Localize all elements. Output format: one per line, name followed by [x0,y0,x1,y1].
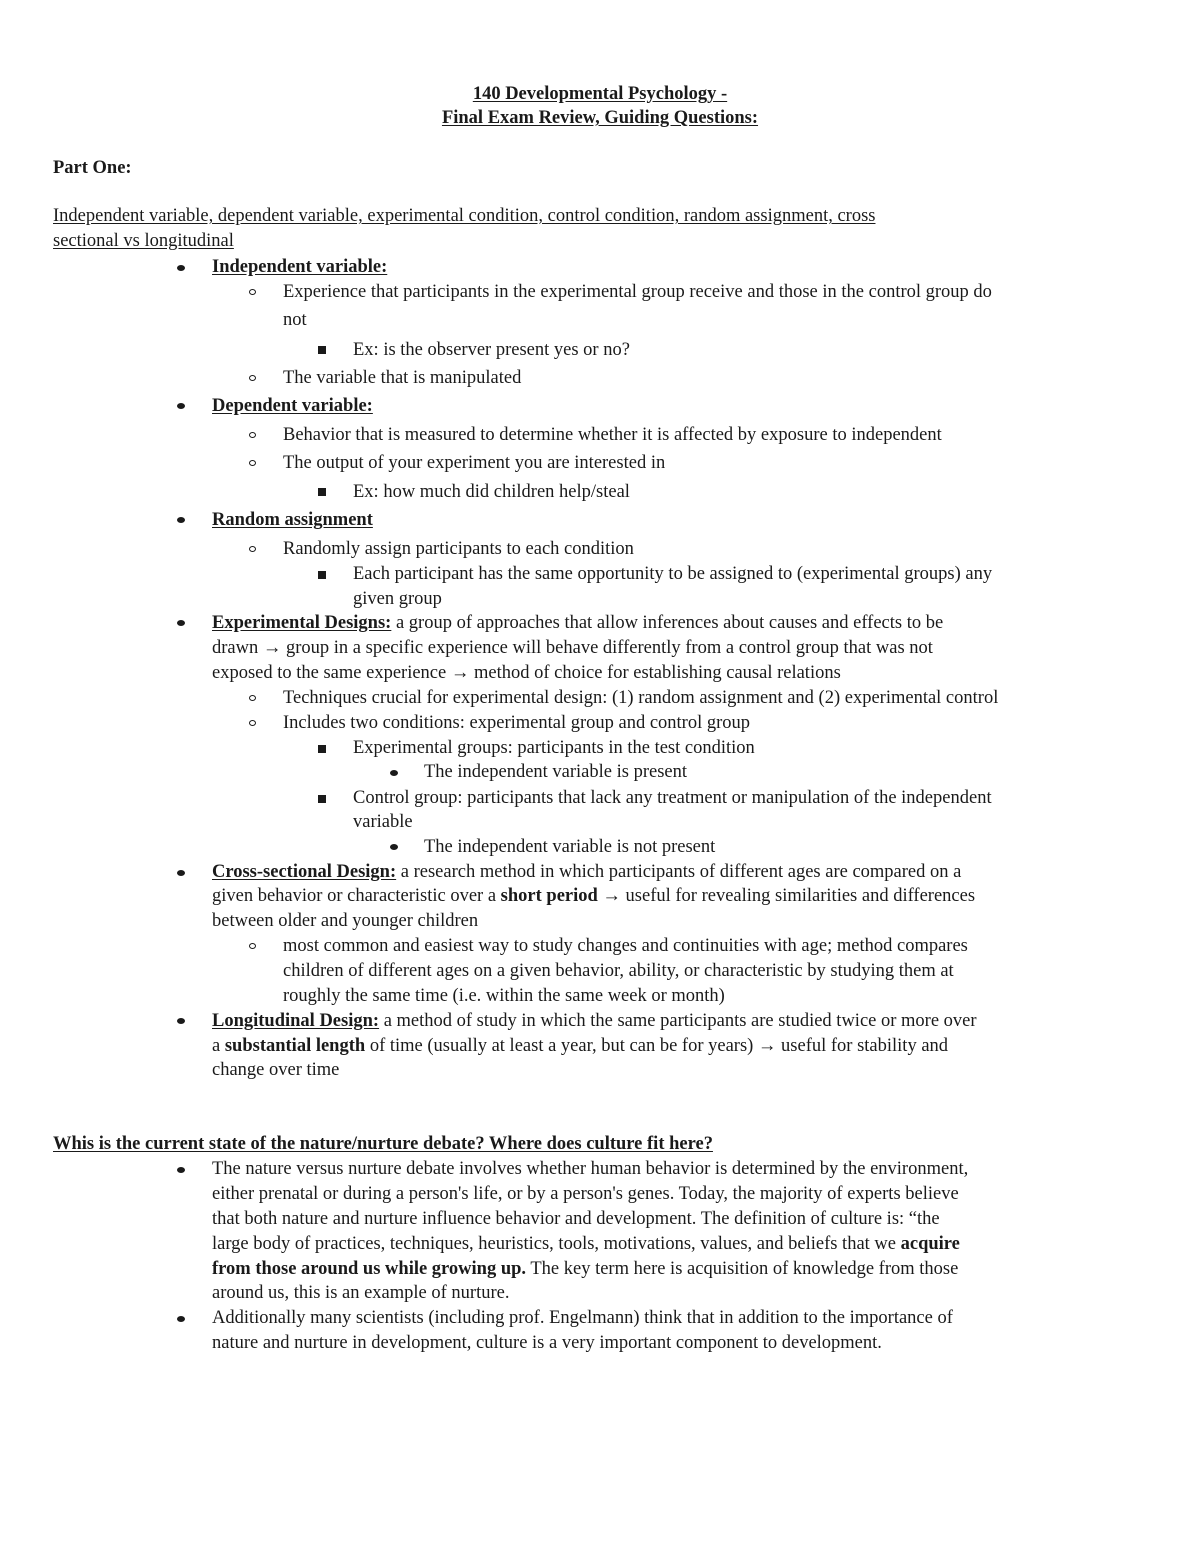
circle-bullet-icon [249,546,256,552]
cross-sub-2: children of different ages on a given behavior, ability, or characteristic by studying them at [283,961,954,981]
answer-2-line-2: nature and nurture in development, culture is a very important component to development. [212,1333,882,1353]
cross-text: → useful for revealing similarities and differences [597,886,976,906]
cross-sub-3: roughly the same time (i.e. within the same week or month) [283,986,725,1006]
answer-emphasis: from those around us while growing up. [212,1259,527,1279]
cross-text: given behavior or characteristic over a [212,886,501,906]
control-group-absent: The independent variable is not present [424,837,716,857]
random-term: Random assignment [212,510,373,530]
longitudinal-emphasis: substantial length [224,1036,366,1056]
random-sub-1-cont: given group [353,589,442,609]
bullet-icon [177,870,185,876]
experimental-line-2: drawn → group in a specific experience will behave differently from a control group that was not [212,638,933,658]
square-bullet-icon [318,488,326,496]
square-bullet-icon [318,795,326,803]
experimental-line-1 [212,611,943,636]
cross-emphasis: short period [500,886,598,906]
bullet-icon [177,265,185,271]
independent-def-1: Experience that participants in the experimental group receive and those in the control group do [283,282,992,302]
answer-text: large body of practices, techniques, heuristics, tools, motivations, values, and beliefs that we [212,1234,901,1254]
cross-line-1 [212,860,961,885]
experimental-term: Experimental Designs: [212,613,392,633]
nature-nurture-question: Whis is the current state of the nature/nurture debate? Where does culture fit here? [53,1134,713,1154]
independent-def-2: The variable that is manipulated [283,368,522,388]
cross-term: Cross-sectional Design: [212,862,397,882]
independent-example: Ex: is the observer present yes or no? [353,340,630,360]
dependent-term: Dependent variable: [212,396,373,416]
experimental-group-present: The independent variable is present [424,762,688,782]
control-group: Control group: participants that lack any treatment or manipulation of the independent [353,788,992,808]
longitudinal-line-2 [212,1034,948,1059]
cross-def-1: a research method in which participants of different ages are compared on a [396,862,962,882]
bullet-icon [177,1167,185,1173]
answer-1-line-6: around us, this is an example of nurture. [212,1283,510,1303]
circle-bullet-icon [249,695,256,701]
answer-text: The key term here is acquisition of knowledge from those [526,1259,959,1279]
part-one-heading: Part One: [53,158,132,178]
circle-bullet-icon [249,375,256,381]
answer-1-line-3: that both nature and nurture influence behavior and development. The definition of culture is: “the [212,1209,940,1229]
answer-2-line-1: Additionally many scientists (including prof. Engelmann) think that in addition to the importance of [212,1308,953,1328]
independent-term: Independent variable: [212,257,388,277]
answer-1-line-2: either prenatal or during a person's life, or by a person's genes. Today, the majority of experts believe [212,1184,959,1204]
bullet-icon [390,770,398,776]
square-bullet-icon [318,571,326,579]
cross-line-3: between older and younger children [212,911,479,931]
experimental-def-1: a group of approaches that allow inferences about causes and effects to be [391,613,944,633]
circle-bullet-icon [249,720,256,726]
random-def-1: Randomly assign participants to each condition [283,539,634,559]
cross-sub-1: most common and easiest way to study changes and continuities with age; method compares [283,936,968,956]
circle-bullet-icon [249,432,256,438]
longitudinal-def-1: a method of study in which the same participants are studied twice or more over [379,1011,977,1031]
random-sub-1: Each participant has the same opportunity to be assigned to (experimental groups) any [353,564,993,584]
topics-line-1: Independent variable, dependent variable, experimental condition, control condition, random assignment, cross [53,206,876,226]
bullet-icon [177,620,185,626]
answer-emphasis: acquire [900,1234,960,1254]
circle-bullet-icon [249,460,256,466]
longitudinal-text: of time (usually at least a year, but can be for years) → useful for stability and [365,1036,949,1056]
longitudinal-line-1 [212,1009,977,1034]
control-group-cont: variable [353,812,413,832]
square-bullet-icon [318,745,326,753]
answer-1-line-4 [212,1232,960,1257]
answer-1-line-1: The nature versus nurture debate involves whether human behavior is determined by the environment, [212,1159,969,1179]
dependent-example: Ex: how much did children help/steal [353,482,630,502]
square-bullet-icon [318,346,326,354]
experimental-techniques: Techniques crucial for experimental design: (1) random assignment and (2) experimental control [283,688,999,708]
longitudinal-text: a [212,1036,225,1056]
topics-line-2: sectional vs longitudinal [53,231,234,251]
answer-1-line-5 [212,1257,958,1282]
circle-bullet-icon [249,289,256,295]
dependent-def-1: Behavior that is measured to determine whether it is affected by exposure to independent [283,425,942,445]
document-subtitle: Final Exam Review, Guiding Questions: [441,108,759,128]
bullet-icon [177,403,185,409]
document-title: 140 Developmental Psychology - [472,84,728,104]
cross-line-2 [212,884,975,909]
longitudinal-line-3: change over time [212,1060,340,1080]
dependent-def-2: The output of your experiment you are interested in [283,453,666,473]
independent-def-1-cont: not [283,310,307,330]
experimental-line-3: exposed to the same experience → method of choice for establishing causal relations [212,663,841,683]
experimental-group: Experimental groups: participants in the test condition [353,738,755,758]
bullet-icon [177,1316,185,1322]
experimental-conditions: Includes two conditions: experimental group and control group [283,713,751,733]
bullet-icon [177,1018,185,1024]
longitudinal-term: Longitudinal Design: [212,1011,380,1031]
bullet-icon [177,517,185,523]
bullet-icon [390,844,398,850]
circle-bullet-icon [249,943,256,949]
